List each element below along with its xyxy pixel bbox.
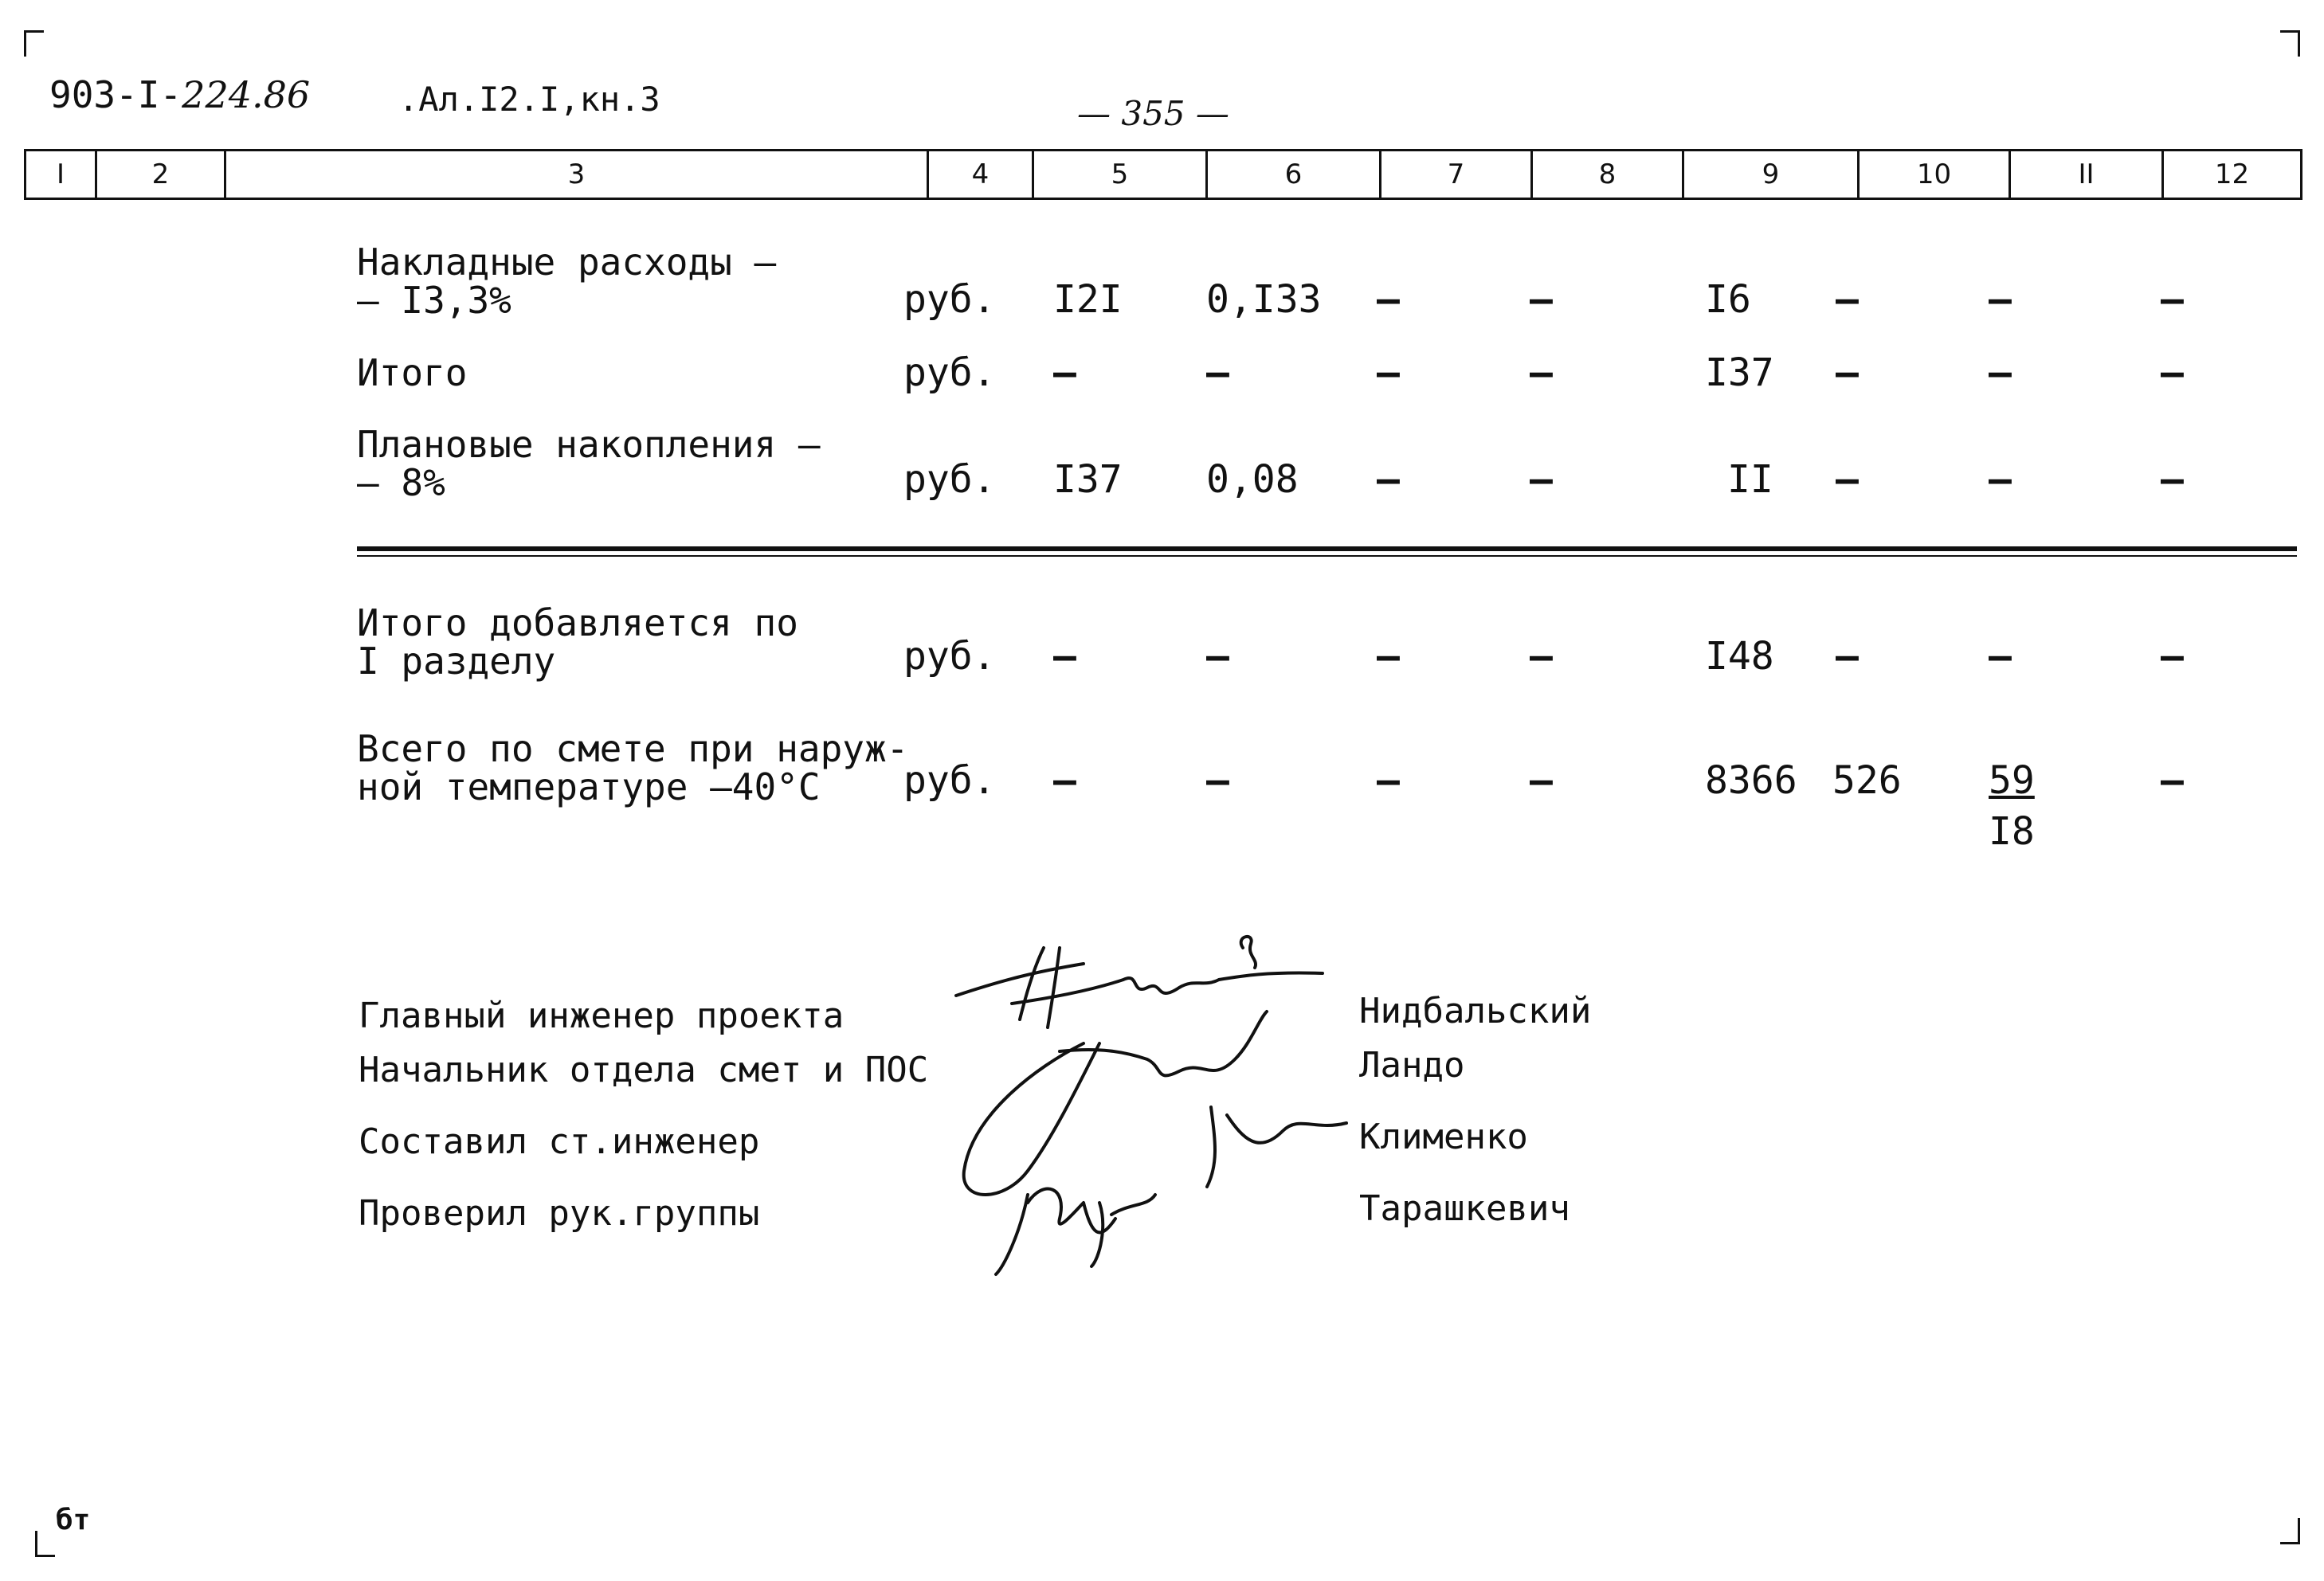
signature-stroke — [1020, 948, 1060, 1027]
column-number-strip — [24, 149, 2302, 200]
row-label-line: I разделу — [357, 640, 556, 683]
signature-stroke — [1241, 937, 1256, 968]
cell-col8: – — [1530, 457, 1553, 502]
row-label-line: Плановые накопления – — [357, 423, 821, 466]
cell-col11-numerator: 59 — [1989, 758, 2035, 803]
signature-role: Проверил рук.группы — [359, 1193, 760, 1234]
signature-role: Составил ст.инженер — [359, 1121, 760, 1162]
cell-col8: – — [1530, 634, 1553, 679]
corner-mark-top-right — [2280, 30, 2300, 57]
cell-col6: 0,I33 — [1206, 277, 1322, 322]
section-divider — [357, 546, 2297, 551]
cell-col11: – — [1989, 634, 2012, 679]
cell-col11: – — [1989, 457, 2012, 502]
cell-col9: 8366 — [1705, 758, 1797, 803]
cell-col12: – — [2161, 634, 2184, 679]
cell-col7: – — [1377, 350, 1400, 395]
cell-col10: – — [1836, 634, 1859, 679]
row-label-line: – I3,3% — [357, 279, 511, 322]
cell-col9: I6 — [1705, 277, 1751, 322]
cell-col7: – — [1377, 758, 1400, 803]
section-divider — [357, 555, 2297, 557]
cell-unit: руб. — [903, 350, 996, 395]
cell-col5: – — [1053, 634, 1076, 679]
cell-col12: – — [2161, 758, 2184, 803]
row-label-line: – 8% — [357, 461, 445, 504]
page-number: — 355 — — [1077, 94, 1229, 133]
cell-col6: – — [1206, 350, 1229, 395]
signatory-name: Ландо — [1359, 1045, 1465, 1086]
signature-role: Начальник отдела смет и ПОС — [359, 1050, 929, 1090]
album-reference: .Ал.I2.I,кн.3 — [398, 80, 660, 119]
cell-col12: – — [2161, 457, 2184, 502]
corner-mark-bottom-left — [35, 1531, 55, 1557]
column-number: 6 — [1205, 151, 1379, 198]
cell-col9: I48 — [1705, 634, 1774, 679]
signature-stroke — [996, 1189, 1155, 1274]
cell-col5: – — [1053, 758, 1076, 803]
row-label-line: Накладные расходы – — [357, 241, 777, 284]
column-number: 3 — [224, 151, 927, 198]
signatory-name: Нидбальский — [1359, 991, 1592, 1031]
column-number: 10 — [1857, 151, 2009, 198]
cell-col6: – — [1206, 758, 1229, 803]
cell-col5: I2I — [1053, 277, 1123, 322]
signature-stroke — [1207, 1107, 1346, 1187]
cell-col10: – — [1836, 350, 1859, 395]
cell-col11: – — [1989, 350, 2012, 395]
signatory-name: Клименко — [1359, 1117, 1528, 1157]
handwritten-signatures — [940, 932, 1370, 1282]
row-label-line: ной температуре –40°С — [357, 765, 821, 808]
cell-unit: руб. — [903, 758, 996, 803]
row-label-overhead — [357, 241, 777, 322]
signature-stroke — [1060, 1012, 1267, 1075]
cell-col10: 526 — [1832, 758, 1902, 803]
cell-unit: руб. — [903, 457, 996, 502]
column-number: 9 — [1682, 151, 1857, 198]
cell-col7: – — [1377, 634, 1400, 679]
signature-stroke — [1219, 973, 1323, 980]
cell-col12: – — [2161, 277, 2184, 322]
row-label-subtotal — [357, 351, 468, 394]
cell-unit: руб. — [903, 277, 996, 322]
cell-col12: – — [2161, 350, 2184, 395]
signature-stroke — [964, 1043, 1099, 1195]
cell-col10: – — [1836, 457, 1859, 502]
cell-col8: – — [1530, 350, 1553, 395]
cell-col8: – — [1530, 277, 1553, 322]
cell-col6: – — [1206, 634, 1229, 679]
cell-col11: – — [1989, 277, 2012, 322]
column-number: II — [2009, 151, 2161, 198]
column-number: I — [56, 158, 65, 190]
column-number: 4 — [927, 151, 1032, 198]
signature-role: Главный инженер проекта — [359, 996, 845, 1036]
cell-unit: руб. — [903, 634, 996, 679]
corner-mark-bottom-right — [2280, 1518, 2300, 1544]
column-number: 2 — [95, 151, 224, 198]
corner-mark-top-left — [24, 30, 44, 57]
cell-col9: I37 — [1705, 350, 1774, 395]
cell-col11-denominator: I8 — [1989, 809, 2035, 854]
cell-col8: – — [1530, 758, 1553, 803]
column-number: 12 — [2161, 151, 2300, 198]
document-code-prefix: 903-I- — [49, 73, 182, 116]
cell-col7: – — [1377, 277, 1400, 322]
signatory-name: Тарашкевич — [1359, 1188, 1570, 1229]
row-label-section-total — [357, 601, 798, 683]
cell-col7: – — [1377, 457, 1400, 502]
document-code-handwritten: 224.86 — [182, 73, 311, 116]
row-label-line: Итого — [357, 351, 468, 394]
cell-col5: – — [1053, 350, 1076, 395]
column-number: 8 — [1530, 151, 1682, 198]
row-label-planned-savings — [357, 425, 821, 502]
row-label-line: Итого добавляется по — [357, 601, 798, 644]
footer-mark: бт — [56, 1504, 91, 1536]
row-label-line: Всего по смете при наруж- — [357, 727, 909, 770]
cell-col5: I37 — [1053, 457, 1123, 502]
cell-col6: 0,08 — [1206, 457, 1299, 502]
signature-stroke — [1012, 978, 1219, 1004]
signature-stroke — [956, 964, 1084, 996]
row-label-grand-total — [357, 727, 909, 808]
column-number: 7 — [1379, 151, 1530, 198]
column-number: 5 — [1032, 151, 1205, 198]
document-code — [49, 73, 310, 116]
cell-col9: II — [1727, 457, 1773, 502]
cell-col10: – — [1836, 277, 1859, 322]
